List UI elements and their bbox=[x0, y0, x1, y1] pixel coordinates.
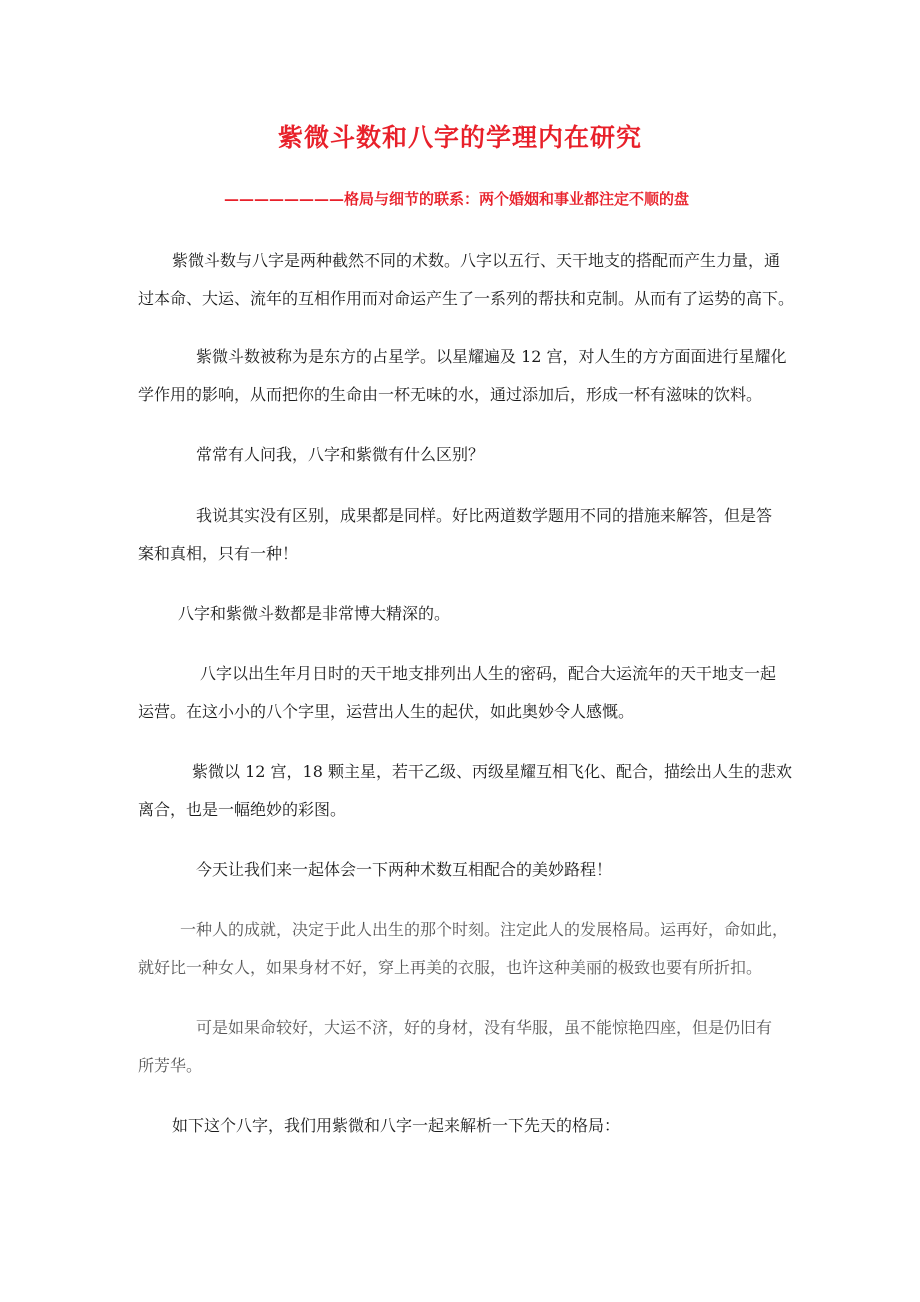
paragraph bbox=[138, 753, 798, 829]
paragraph-line: 一种人的成就，决定于此人出生的那个时刻。注定此人的发展格局。运再好，命如此， bbox=[180, 920, 789, 939]
paragraph-line: 八字以出生年月日时的天干地支排列出人生的密码，配合大运流年的天干地支一起 bbox=[200, 664, 777, 683]
paragraph-line: 紫微以 12 宫，18 颗主星，若干乙级、丙级星耀互相飞化、配合，描绘出人生的悲欢 bbox=[192, 762, 792, 781]
paragraph-line: 我说其实没有区别，成果都是同样。好比两道数学题用不同的措施来解答，但是答 bbox=[196, 506, 773, 525]
paragraph-line: 学作用的影响，从而把你的生命由一杯无味的水，通过添加后，形成一杯有滋味的饮料。 bbox=[138, 385, 763, 404]
paragraph-line: 紫微斗数被称为是东方的占星学。以星耀遍及 12 宫，对人生的方方面面进行星耀化 bbox=[196, 347, 787, 366]
paragraph-line: 常常有人问我，八字和紫微有什么区别？ bbox=[196, 445, 485, 464]
paragraph bbox=[138, 436, 798, 474]
paragraph bbox=[138, 1107, 798, 1145]
document-subtitle: ————————格局与细节的联系：两个婚姻和事业都注定不顺的盘 bbox=[224, 190, 690, 208]
paragraph bbox=[138, 338, 798, 414]
paragraph bbox=[138, 655, 798, 731]
paragraph bbox=[138, 497, 798, 573]
paragraph bbox=[138, 911, 798, 987]
paragraph bbox=[138, 595, 798, 633]
paragraph-line: 所芳华。 bbox=[138, 1056, 203, 1075]
paragraph-line: 运营。在这小小的八个字里，运营出人生的起伏，如此奥妙令人感慨。 bbox=[138, 702, 635, 721]
paragraph bbox=[138, 851, 798, 889]
paragraph-line: 紫微斗数与八字是两种截然不同的术数。八字以五行、天干地支的搭配而产生力量，通 bbox=[172, 251, 781, 270]
document-title: 紫微斗数和八字的学理内在研究 bbox=[277, 123, 642, 152]
paragraph-line: 就好比一种女人，如果身材不好，穿上再美的衣服，也许这种美丽的极致也要有所折扣。 bbox=[138, 958, 763, 977]
paragraph-line: 八字和紫微斗数都是非常博大精深的。 bbox=[178, 604, 451, 623]
paragraph bbox=[138, 242, 798, 318]
paragraph-line: 如下这个八字，我们用紫微和八字一起来解析一下先天的格局： bbox=[172, 1116, 621, 1135]
paragraph-line: 案和真相，只有一种！ bbox=[138, 544, 299, 563]
paragraph bbox=[138, 1009, 798, 1085]
paragraph-line: 可是如果命较好，大运不济，好的身材，没有华服，虽不能惊艳四座，但是仍旧有 bbox=[196, 1018, 773, 1037]
paragraph-line: 过本命、大运、流年的互相作用而对命运产生了一系列的帮扶和克制。从而有了运势的高下。 bbox=[138, 289, 795, 308]
paragraph-line: 离合，也是一幅绝妙的彩图。 bbox=[138, 800, 347, 819]
paragraph-line: 今天让我们来一起体会一下两种术数互相配合的美妙路程！ bbox=[196, 860, 613, 879]
